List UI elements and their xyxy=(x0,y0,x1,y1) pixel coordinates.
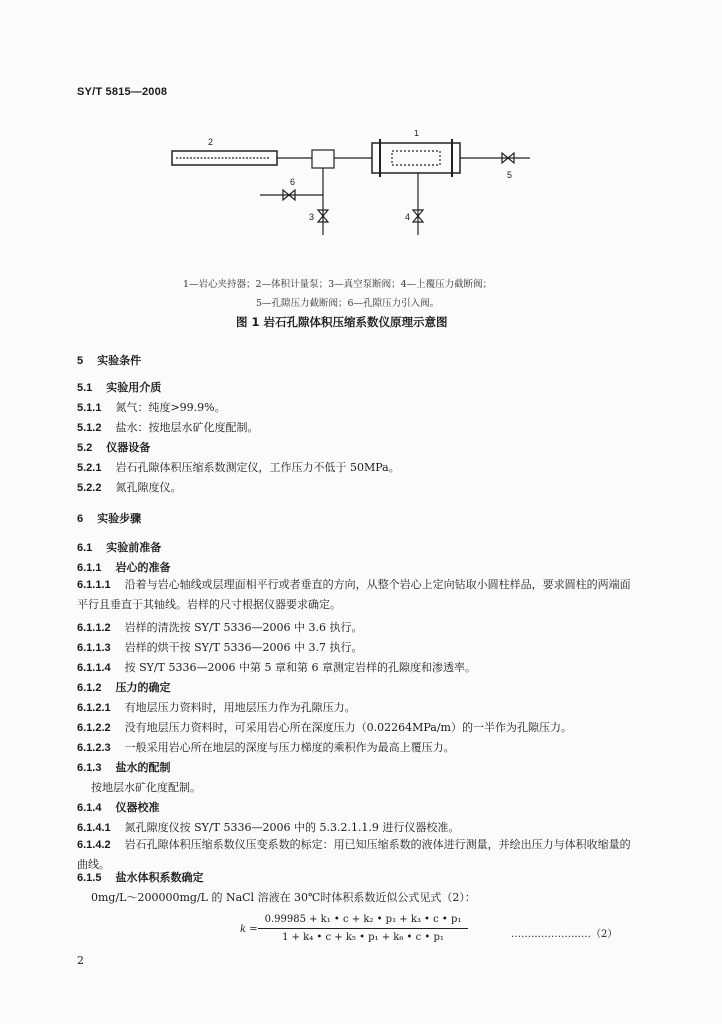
label-3: 3 xyxy=(309,212,315,222)
formula-numerator: 0.99985 + k₁ • c + k₂ • p₁ + k₃ • c • p₁ xyxy=(264,914,462,925)
section-title: 实验用介质 xyxy=(106,381,162,394)
section-title: 仪器设备 xyxy=(106,441,151,454)
section-title: 压力的确定 xyxy=(115,681,171,694)
section-6-heading xyxy=(77,510,141,526)
section-number: 6.1.2.3 xyxy=(77,742,111,754)
section-title: 盐水的配制 xyxy=(115,761,171,774)
section-number: 6.1.2.1 xyxy=(77,702,111,714)
section-number: 6.1.1 xyxy=(77,562,102,574)
section-number: 6.1.4.2 xyxy=(77,839,111,851)
section-6-1-4-1 xyxy=(77,819,459,835)
section-text: 氮气：纯度>99.9%。 xyxy=(115,401,226,414)
section-6-1-2-2 xyxy=(77,719,572,735)
section-text: 岩石孔隙体积压缩系数测定仪，工作压力不低于 50MPa。 xyxy=(115,461,400,474)
section-text: 有地层压力资料时，用地层压力作为孔隙压力。 xyxy=(124,701,356,714)
section-5-1-heading xyxy=(77,379,161,395)
section-title: 实验步骤 xyxy=(97,512,142,525)
section-text: 沿着与岩心轴线或层理面相平行或者垂直的方向，从整个岩心上定向钻取小圆柱样品，要求圆柱的两端面平行且垂直于其轴线。岩样的尺寸根据仪器要求确定。 xyxy=(77,578,631,611)
section-title: 岩心的准备 xyxy=(115,561,171,574)
section-text: 氮孔隙度仪按 SY/T 5336—2006 中的 5.3.2.1.1.9 进行仪器校准。 xyxy=(124,821,460,834)
section-6-1-1-1 xyxy=(77,575,637,615)
section-6-1-5-text: 0mg/L～200000mg/L 的 NaCl 溶液在 30℃时体积系数近似公式见式（2）： xyxy=(91,891,476,904)
section-6-1-2-heading xyxy=(77,679,170,695)
section-number: 6.1 xyxy=(77,542,93,554)
section-number: 6.1.1.4 xyxy=(77,662,111,674)
apparatus-schematic xyxy=(150,130,550,275)
formula-denominator: 1 + k₄ • c + k₅ • p₁ + k₆ • c • p₁ xyxy=(282,932,444,943)
section-6-1-1-2 xyxy=(77,619,362,635)
section-number: 5.2 xyxy=(77,442,93,454)
section-5-1-1 xyxy=(77,399,226,415)
section-text: 盐水：按地层水矿化度配制。 xyxy=(115,421,259,434)
core-holder-outer xyxy=(372,143,460,173)
section-number: 6.1.3 xyxy=(77,762,102,774)
section-6-1-4-heading xyxy=(77,799,159,815)
section-number: 6.1.4 xyxy=(77,802,102,814)
figure-caption-line-2: 5—孔隙压力截断阀；6—孔隙压力引入阀。 xyxy=(256,298,440,309)
section-6-1-1-heading xyxy=(77,559,170,575)
section-title: 仪器校准 xyxy=(115,801,160,814)
section-6-1-5-heading xyxy=(77,869,203,885)
section-number: 5.2.2 xyxy=(77,482,102,494)
section-text: 一般采用岩心所在地层的深度与压力梯度的乘积作为最高上覆压力。 xyxy=(124,741,455,754)
section-number: 6.1.1.2 xyxy=(77,622,111,634)
section-number: 5.1.2 xyxy=(77,422,102,434)
section-6-1-3-text: 按地层水矿化度配制。 xyxy=(91,781,201,794)
section-6-1-1-3 xyxy=(77,639,362,655)
section-5-2-1 xyxy=(77,459,400,475)
section-number: 6.1.4.1 xyxy=(77,822,111,834)
formula-lhs: k = xyxy=(240,924,258,935)
section-text: 岩样的清洗按 SY/T 5336—2006 中 3.6 执行。 xyxy=(124,621,363,634)
section-title: 实验条件 xyxy=(97,354,142,367)
section-5-heading xyxy=(77,352,141,368)
section-text: 没有地层压力资料时，可采用岩心所在深度压力（0.02264MPa/m）的一半作为孔隙压力。 xyxy=(124,721,572,734)
section-number: 5.1 xyxy=(77,382,93,394)
section-text: 岩样的烘干按 SY/T 5336—2006 中 3.7 执行。 xyxy=(124,641,363,654)
standard-number: SY/T 5815—2008 xyxy=(77,86,168,98)
section-6-1-1-4 xyxy=(77,659,476,675)
label-6: 6 xyxy=(290,177,296,187)
section-title: 实验前准备 xyxy=(106,541,162,554)
section-text: 按 SY/T 5336—2006 中第 5 章和第 6 章测定岩样的孔隙度和渗透率。 xyxy=(124,661,476,674)
section-number: 5.2.1 xyxy=(77,462,102,474)
section-6-1-2-1 xyxy=(77,699,356,715)
section-title: 盐水体积系数确定 xyxy=(115,871,204,884)
section-6-1-2-3 xyxy=(77,739,455,755)
page-number: 2 xyxy=(77,954,84,967)
section-6-1-heading xyxy=(77,539,161,555)
section-number: 6.1.5 xyxy=(77,872,102,884)
label-1: 1 xyxy=(414,130,420,138)
section-6-1-3-heading xyxy=(77,759,170,775)
section-5-2-2 xyxy=(77,479,181,495)
section-number: 6.1.2 xyxy=(77,682,102,694)
fraction-bar xyxy=(258,928,468,929)
section-number: 6.1.1.3 xyxy=(77,642,111,654)
equation-number: ……………………（2） xyxy=(511,929,618,940)
section-number: 5 xyxy=(77,355,84,367)
junction-box xyxy=(312,150,334,168)
section-text: 岩石孔隙体积压缩系数仪压变系数的标定：用已知压缩系数的液体进行测量，并绘出压力与体积收缩量的曲线。 xyxy=(77,838,631,871)
section-number: 6.1.2.2 xyxy=(77,722,111,734)
label-4: 4 xyxy=(405,212,411,222)
figure-title: 图 1 岩石孔隙体积压缩系数仪原理示意图 xyxy=(236,315,448,329)
section-5-2-heading xyxy=(77,439,150,455)
section-number: 6 xyxy=(77,513,84,525)
section-text: 氮孔隙度仪。 xyxy=(115,481,182,494)
section-number: 6.1.1.1 xyxy=(77,579,111,591)
core-sample xyxy=(392,151,440,165)
section-5-1-2 xyxy=(77,419,258,435)
label-2: 2 xyxy=(208,137,214,147)
label-5: 5 xyxy=(507,170,513,180)
section-number: 5.1.1 xyxy=(77,402,102,414)
figure-caption-line-1: 1—岩心夹持器；2—体积计量泵；3—真空泵断阀；4—上覆压力截断阀； xyxy=(183,279,493,290)
